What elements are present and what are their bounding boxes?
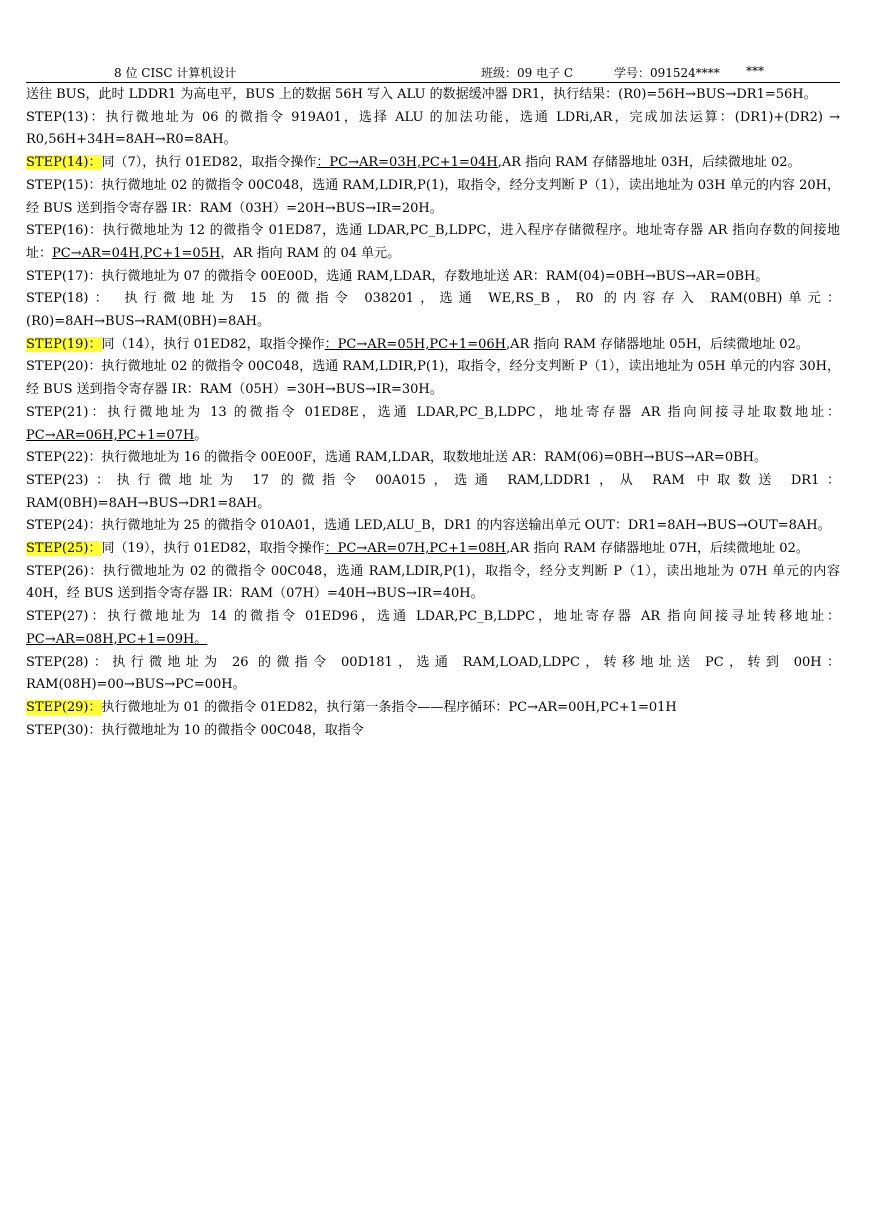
paragraph-step-21: STEP(21)：执行微地址为 13 的微指令 01ED8E，选通 LDAR,PC_B,LDPC，地址寄存器 AR 指向间接寻址取数地址：PC→AR=06H,PC+1=07H。 xyxy=(26,404,840,443)
paragraph-step-20: STEP(20)：执行微地址 02 的微指令 00C048，选通 RAM,LDIR,P(1)，取指令，经分支判断 P（1），读出地址为 05H 单元的内容 30H，经 BUS 送到指令寄存器 IR：RAM（05H）=30H→BUS→IR=30H。 xyxy=(26,359,840,398)
paragraph-step-15: STEP(15)：执行微地址 02 的微指令 00C048，选通 RAM,LDIR,P(1)，取指令，经分支判断 P（1），读出地址为 03H 单元的内容 20H，经 BUS 送到指令寄存器 IR：RAM（03H）=20H→BUS→IR=20H。 xyxy=(26,177,840,216)
step-27-underline: PC→AR=08H,PC+1=09H。 xyxy=(26,631,208,647)
header-class-info: 班级：09 电子 C xyxy=(481,66,574,80)
step-14-underline: ：PC→AR=03H,PC+1=04H xyxy=(316,155,498,171)
paragraph-step-25: STEP(25)：同（19），执行 01ED82，取指令操作：PC→AR=07H,PC+1=08H,AR 指向 RAM 存储器地址 07H，后续微地址 02。 xyxy=(26,541,809,557)
paragraph-step-13: STEP(13)：执行微地址为 06 的微指令 919A01，选择 ALU 的加法功能，选通 LDRi,AR，完成加法运算：(DR1)+(DR2) → R0,56H+34H=8AH→R0=8AH。 xyxy=(26,109,840,148)
step-19-underline: ：PC→AR=05H,PC+1=06H xyxy=(324,336,506,352)
paragraph-step-30: STEP(30)：执行微地址为 10 的微指令 00C048，取指令 xyxy=(26,722,364,738)
step-14-highlight: STEP(14)： xyxy=(26,155,102,171)
page-header xyxy=(26,60,840,83)
header-student-id: 学号：091524**** xyxy=(614,66,720,80)
step-21-underline: PC→AR=06H,PC+1=07H xyxy=(26,427,195,443)
paragraph-continuation: 送往 BUS，此时 LDDR1 为高电平，BUS 上的数据 56H 写入 ALU 的数据缓冲器 DR1，执行结果：(R0)=56H→BUS→DR1=56H。 xyxy=(26,87,817,102)
paragraph-step-18: STEP(18)： 执行微地址为 15 的微指令 038201，选通 WE,RS_B，R0 的内容存入 RAM(0BH)单元：(R0)=8AH→BUS→RAM(0BH)=8AH。 xyxy=(26,291,840,330)
step-25-underline: ：PC→AR=07H,PC+1=08H xyxy=(324,541,506,557)
paragraph-step-28: STEP(28)：执行微地址为 26 的微指令 00D181，选通 RAM,LOAD,LDPC，转移地址送 PC，转到 00H：RAM(08H)=00→BUS→PC=00H。 xyxy=(26,654,840,693)
step-19-highlight: STEP(19)： xyxy=(26,336,102,352)
paragraph-step-26: STEP(26)：执行微地址为 02 的微指令 00C048，选通 RAM,LDIR,P(1)，取指令，经分支判断 P（1），读出地址为 07H 单元的内容 40H，经 BUS 送到指令寄存器 IR：RAM（07H）=40H→BUS→IR=40H。 xyxy=(26,563,840,602)
document-body xyxy=(26,84,840,742)
paragraph-step-14: STEP(14)：同（7），执行 01ED82，取指令操作：PC→AR=03H,PC+1=04H,AR 指向 RAM 存储器地址 03H，后续微地址 02。 xyxy=(26,155,801,171)
header-author-name: *** xyxy=(746,64,764,78)
step-29-highlight: STEP(29)： xyxy=(26,699,102,715)
step-16-underline: PC→AR=04H,PC+1=05H xyxy=(52,245,221,261)
paragraph-step-23: STEP(23)：执行微地址为 17 的微指令 00A015，选通 RAM,LDDR1，从 RAM 中取数送 DR1：RAM(0BH)=8AH→BUS→DR1=8AH。 xyxy=(26,472,840,511)
paragraph-step-29: STEP(29)：执行微地址为 01 的微指令 01ED82，执行第一条指令——程序循环：PC→AR=00H,PC+1=01H xyxy=(26,699,677,715)
paragraph-step-27: STEP(27)：执行微地址为 14 的微指令 01ED96，选通 LDAR,PC_B,LDPC，地址寄存器 AR 指向间接寻址转移地址：PC→AR=08H,PC+1=09H。 xyxy=(26,609,840,647)
paragraph-step-24: STEP(24)：执行微地址为 25 的微指令 010A01，选通 LED,ALU_B，DR1 的内容送输出单元 OUT：DR1=8AH→BUS→OUT=8AH。 xyxy=(26,518,831,534)
paragraph-step-19: STEP(19)：同（14），执行 01ED82，取指令操作：PC→AR=05H,PC+1=06H,AR 指向 RAM 存储器地址 05H，后续微地址 02。 xyxy=(26,336,809,352)
paragraph-step-17: STEP(17)：执行微地址为 07 的微指令 00E00D，选通 RAM,LDAR，存数地址送 AR：RAM(04)=0BH→BUS→AR=0BH。 xyxy=(26,268,769,284)
header-title: 8 位 CISC 计算机设计 xyxy=(114,66,237,80)
paragraph-step-22: STEP(22)：执行微地址为 16 的微指令 00E00F，选通 RAM,LDAR，取数地址送 AR：RAM(06)=0BH→BUS→AR=0BH。 xyxy=(26,450,767,466)
step-25-highlight: STEP(25)： xyxy=(26,541,102,557)
paragraph-step-16: STEP(16)：执行微地址为 12 的微指令 01ED87，选通 LDAR,PC_B,LDPC，进入程序存储微程序。地址寄存器 AR 指向存数的间接地址：PC→AR=04H,PC+1=05H，AR 指向 RAM 的 04 单元。 xyxy=(26,223,840,261)
